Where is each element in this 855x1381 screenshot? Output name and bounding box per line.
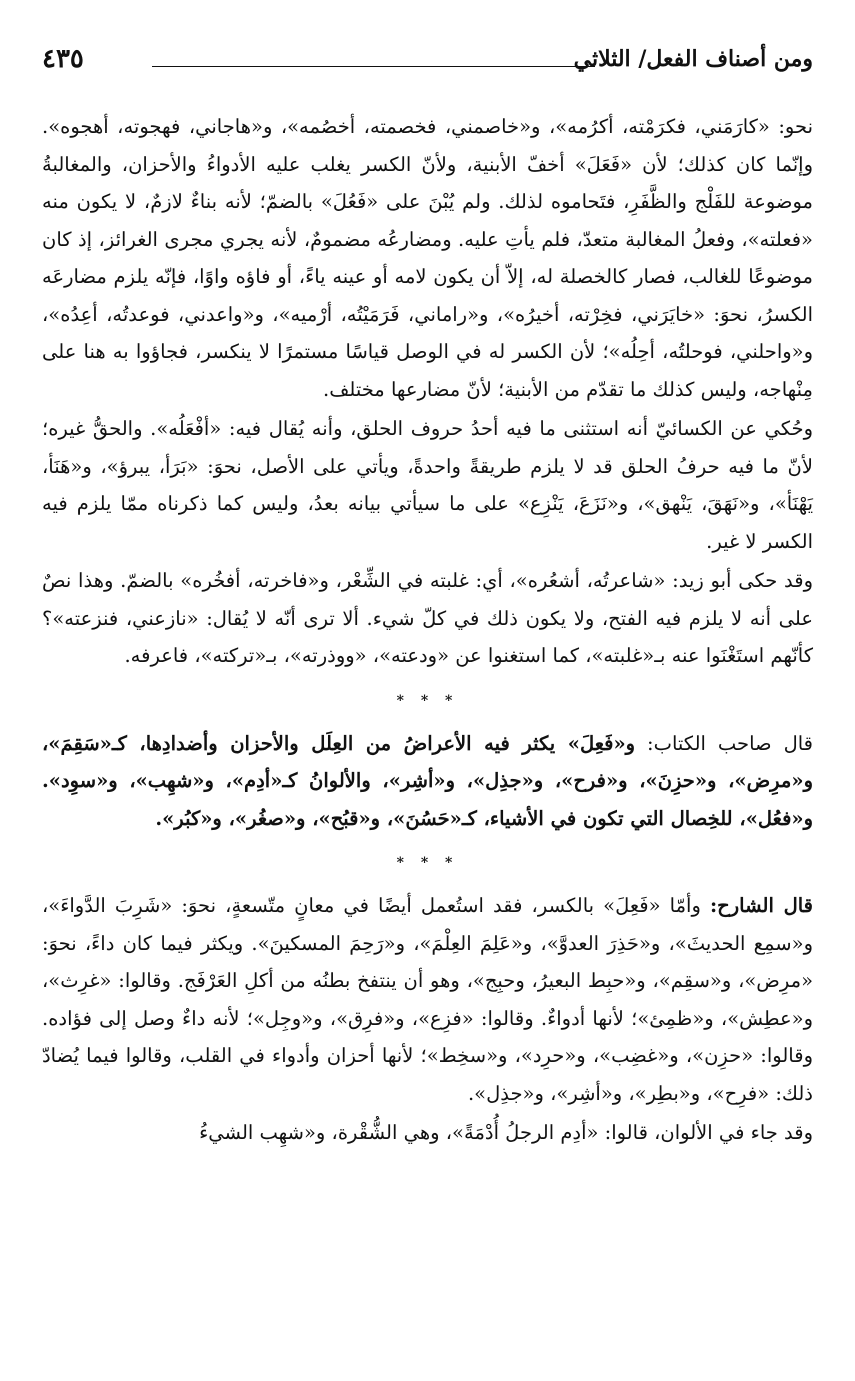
header-rule — [152, 66, 595, 67]
paragraph: نحو: «كارَمَني، فكرَمْته، أكرُمه»، و«خاصمني، فخصمته، أخصُمه»، و«هاجاني، فهجوته، أهجوه». وإنّما كان كذلك؛ لأن «فَعَلَ» أخفّ الأبنية، ولأنّ الكسر يغلب عليه الأدواءُ والأحزان، والمغالبةُ موضوعة للفَلْج والظَّفَرِ، فتَحاموه لذلك. ولم يُبْنَ على «فَعُلَ» بالضمّ؛ لأنه بناءٌ لازمٌ، لا يكون منه «فعلته»، وفعلُ المغالبة متعدّ، فلم يأتِ عليه. ومضارعُه مضمومٌ، لأنه يجري مجرى الغرائز، إذ كان موضوعًا للغالب، فصار كالخصلة له، إلاّ أن يكون لامه أو عينه ياءً، أو فاؤه واوًا، فإنّه يلزم مضارعَه الكسرُ، نحوَ: «خايَرَني، فخِرْته، أخيرُه»، و«راماني، فَرَمَيْتُه، أرْميه»، و«واعدني، فوعدتُه، أعِدُه»، و«واحلني، فوحلتُه، أحِلُه»؛ لأن الكسر له في الوصل قياسًا مستمرًا لا ينكسر، فجاؤوا به هنا على مِنْهاجه، وليس كذلك ما تقدّم من الأبنية؛ لأنّ مضارعها مختلف. — [42, 115, 813, 401]
section-label: قال صاحب الكتاب: — [647, 731, 813, 755]
paragraph: وقد جاء في الألوان، قالوا: «أدِم الرجلُ أُدْمَةً»، وهي الشُّقْرة، و«شهِب الشيءُ — [199, 1121, 813, 1144]
commentary-text: وأمّا «فَعِلَ» بالكسر، فقد استُعمل أيضًا في معانٍ متّسعةٍ، نحوَ: «شَرِبَ الدَّواءَ»، و«سمِع الحديثَ»، و«حَذِرَ العدوَّ»، و«عَلِمَ العِلْمَ»، و«رَحِمَ المسكينَ». ويكثر فيما كان داءً، نحوَ: «مرِض»، و«سقِم»، و«حبِط البعيرُ، وحبِج»، وهو أن ينتفخ بطنُه من أكلِ العَرْفَج. وقالوا: «غرِث»، و«عطِش»، و«ظمِئ»؛ لأنها أدواءٌ. وقالوا: «فزِع»، و«فرِق»، و«وجِل»؛ لأنه داءٌ وصل إلى فؤاده. وقالوا: «حزِن»، و«غضِب»، و«حرِد»، و«سخِط»؛ لأنها أحزان وأدواء في القلب، وقالوا فيما يُضادّ ذلك: «فرِح»، و«بطِر»، و«أشِر»، و«جذِل». — [42, 894, 813, 1105]
paragraph — [42, 725, 813, 838]
page-header — [42, 40, 813, 80]
paragraph — [42, 887, 813, 1112]
author-quote: و«فَعِلَ» يكثر فيه الأعراضُ من العِلَل والأحزان وأضدادِها، كـ«سَقِمَ»، و«مرِض»، و«حزِنَ»، و«فرح»، و«جذِل»، و«أشِر»، والألوانُ كـ«أدِم»، و«شهِب»، و«سوِد». و«فعُل»، للخِصال التي تكون في الأشياء، كـ«حَسُنَ»، و«قبُح»، و«صغُر»، و«كبُر». — [42, 731, 813, 830]
page-number: ٤٣٥ — [42, 44, 84, 74]
running-title: ومن أصناف الفعل/ الثلاثي — [573, 46, 813, 72]
author-text-section — [42, 725, 813, 838]
paragraph: وحُكي عن الكسائيّ أنه استثنى ما فيه أحدُ حروف الحلق، وأنه يُقال فيه: «أفْعَلُه». والحقُّ غيره؛ لأنّ ما فيه حرفُ الحلق قد لا يلزم طريقةً واحدةً، ويأتي على الأصل، نحوَ: «بَرَأ، يبرؤ»، و«هَنَأ، يَهْنَأ»، و«نَهَقَ، يَنْهق»، و«نَزَعَ، يَنْزِع» على ما سيأتي بيانه بعدُ، وليس كما ذكرناه ممّا يلزم فيه الكسر لا غير. — [42, 417, 813, 553]
page-body — [42, 108, 813, 1152]
discussion-section — [42, 108, 813, 675]
section-separator: * * * — [396, 692, 459, 709]
paragraph: وقد حكى أبو زيد: «شاعرتُه، أشعُره»، أي: غلبته في الشِّعْر، و«فاخرته، أفخُره» بالضمّ. وهذا نصٌ على أنه لا يلزم فيه الفتح، ولا يكون ذلك في كلّ شيء. ألا ترى أنّه لا يُقال: «نازعني، فنزعته»؟ كأنّهم استَغْنَوا عنه بـ«غلبته»، كما استغنوا عن «ودعته»، «ووذرته»، بـ«تركته»، فاعرفه. — [42, 569, 813, 667]
section-label: قال الشارح: — [709, 894, 814, 917]
commentary-section — [42, 887, 813, 1152]
section-separator: * * * — [396, 855, 459, 871]
